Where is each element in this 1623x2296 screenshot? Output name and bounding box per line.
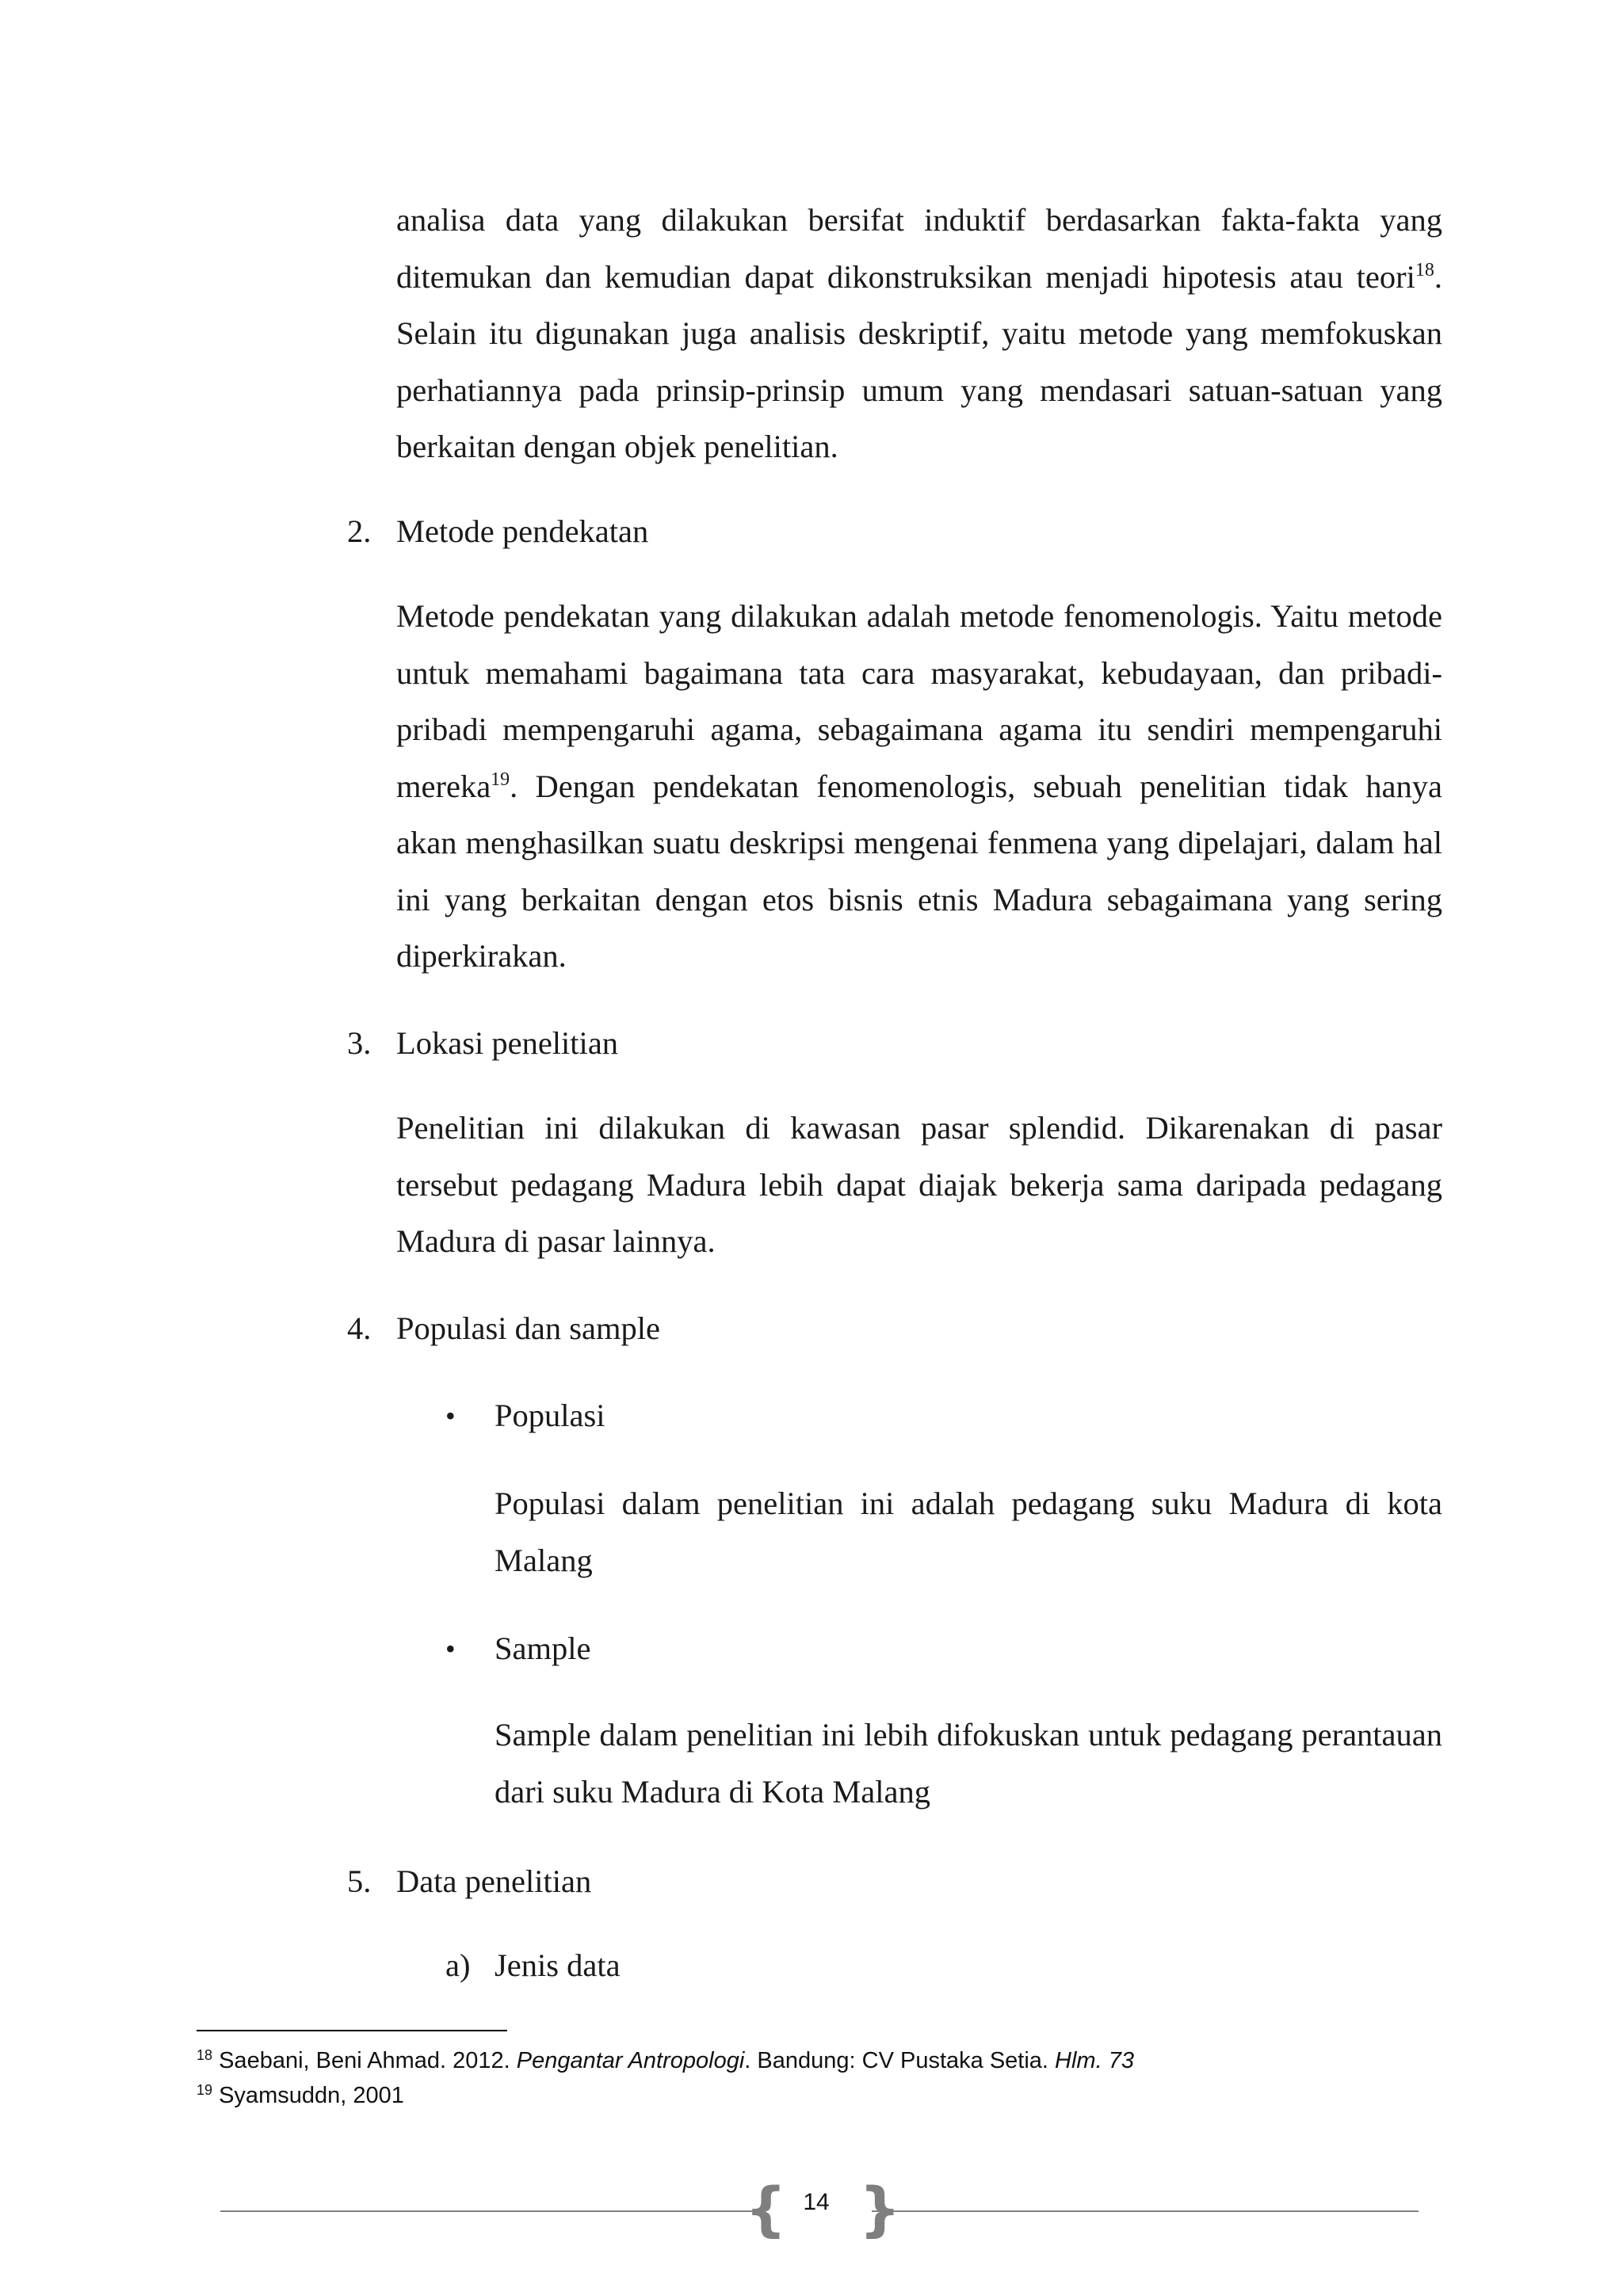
intro-paragraph (396, 192, 1442, 475)
intro-text-1: analisa data yang dilakukan bersifat induktif berdasarkan fakta-fakta yang ditemukan dan kemudian dapat dikonstruksikan menjadi hipotesis atau teori (396, 202, 1442, 295)
footnote-18 (197, 2046, 1134, 2076)
footnote-title: Pengantar Antropologi (516, 2048, 745, 2073)
section-number: 5. (347, 1863, 372, 1899)
intro-text-2: . Selain itu digunakan juga analisis deskriptif, yaitu metode yang memfokuskan perhatiannya pada prinsip-prinsip umum yang mendasari satuan-satuan yang berkaitan dengan objek penelitian. (396, 258, 1442, 464)
footnote-number: 18 (197, 2047, 213, 2063)
section-title: Data penelitian (396, 1863, 592, 1899)
footer-rule-right (872, 2210, 1419, 2212)
subitem-label: Jenis data (495, 1947, 621, 1983)
footer-rule-left (220, 2210, 759, 2212)
footnote-separator (197, 2030, 507, 2031)
metode-text-2: . Dengan pendekatan fenomenologis, sebuah penelitian tidak hanya akan menghasilkan suatu deskripsi mengenai fenmena yang dipelajari, dalam hal ini yang berkaitan dengan etos bisnis etnis Madura sebagaimana yang sering diperkirakan. (396, 768, 1442, 974)
populasi-text: Populasi dalam penelitian ini adalah pedagang suku Madura di kota Malang (495, 1486, 1442, 1578)
metode-pendekatan-paragraph (396, 588, 1442, 985)
footnote-text: Saebani, Beni Ahmad. 2012. (219, 2048, 517, 2073)
footer-left-brace: { (745, 2176, 787, 2244)
section-title: Populasi dan sample (396, 1310, 660, 1346)
footnote-text: Syamsuddn, 2001 (219, 2083, 404, 2108)
section-title: Metode pendekatan (396, 513, 649, 549)
footnote-19 (197, 2081, 404, 2111)
lokasi-text: Penelitian ini dilakukan di kawasan pasar splendid. Dikarenakan di pasar tersebut pedagang Madura lebih dapat diajak bekerja sama daripada pedagang Madura di pasar lainnya. (396, 1110, 1442, 1259)
bullet-icon: • (445, 1400, 456, 1432)
sample-paragraph (495, 1707, 1442, 1820)
section-number: 4. (347, 1310, 372, 1346)
footer-right-brace: } (859, 2176, 901, 2244)
section-number: 2. (347, 513, 372, 549)
bullet-label: Sample (495, 1630, 591, 1666)
section-number: 3. (347, 1025, 372, 1061)
footnote-ref-18[interactable]: 18 (1415, 259, 1434, 280)
populasi-paragraph (495, 1475, 1442, 1589)
subitem-marker: a) (445, 1947, 471, 1983)
footnote-page-ref: Hlm. 73 (1055, 2048, 1134, 2073)
section-title: Lokasi penelitian (396, 1025, 619, 1061)
bullet-label: Populasi (495, 1398, 605, 1433)
bullet-icon: • (445, 1633, 456, 1665)
footnote-number: 19 (197, 2082, 213, 2098)
footnote-ref-19[interactable]: 19 (491, 769, 510, 790)
sample-text: Sample dalam penelitian ini lebih difokuskan untuk pedagang perantauan dari suku Madura di Kota Malang (495, 1717, 1442, 1810)
lokasi-penelitian-paragraph (396, 1100, 1442, 1270)
metode-text-1: Metode pendekatan yang dilakukan adalah metode fenomenologis. Yaitu metode untuk memahami bagaimana tata cara masyarakat, kebudayaan, dan pribadi-pribadi mempengaruhi agama, sebagaimana agama itu sendiri mempengaruhi mereka (396, 598, 1442, 804)
footnote-text: . Bandung: CV Pustaka Setia. (744, 2048, 1056, 2073)
page-number: 14 (803, 2189, 830, 2215)
